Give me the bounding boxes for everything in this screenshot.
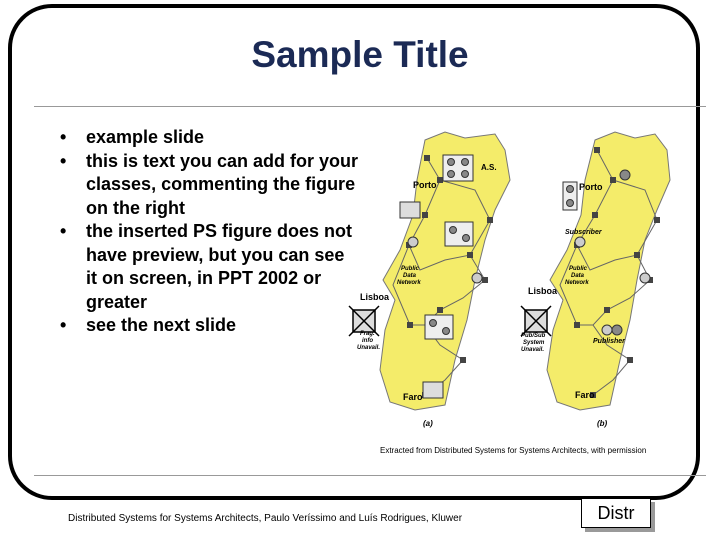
label-as: A.S. [481, 163, 497, 172]
bullet-text: see the next slide [86, 315, 237, 335]
figure-caption: Extracted from Distributed Systems for Systems Architects, with permission [380, 446, 647, 455]
bullet-text: this is text you can add for your classes, commenting the figure on the right [86, 150, 359, 218]
unavailable-marker-b [521, 306, 551, 336]
label-pdn-a: Public Data Network [397, 266, 421, 286]
portugal-network-figure [345, 120, 695, 440]
label-porto-a: Porto [413, 180, 437, 190]
label-porto-b: Porto [579, 182, 603, 192]
label-lisboa-a: Lisboa [360, 292, 390, 302]
bullet-dot: • [60, 315, 67, 335]
bullet-item [60, 150, 360, 221]
label-pubsub: Pub/Sub System Unavail. [521, 333, 546, 353]
label-frag-info: Frag. info Unavail. [357, 331, 381, 351]
bullet-list [60, 126, 360, 338]
label-lisboa-b: Lisboa [528, 286, 558, 296]
bullet-dot: • [60, 150, 67, 171]
slide-title: Sample Title [251, 34, 469, 75]
bullet-text: the inserted PS figure does not have preview, but you can see it on screen, in PPT 2002 or greater [86, 221, 353, 312]
distr-button[interactable]: Distr [581, 498, 651, 528]
bullet-text: example slide [86, 127, 205, 147]
label-pdn-b: Public Data Network [565, 266, 589, 286]
label-subscriber: Subscriber [565, 229, 602, 236]
bullet-item [60, 126, 360, 150]
label-publisher: Publisher [593, 338, 625, 345]
label-panel-a: (a) [423, 419, 433, 428]
label-faro-a: Faro [403, 392, 423, 402]
bullet-dot: • [60, 221, 67, 241]
bullet-dot: • [60, 127, 67, 147]
label-panel-b: (b) [597, 419, 608, 428]
footer-citation: Distributed Systems for Systems Architects, Paulo Veríssimo and Luís Rodrigues, Kluwer [68, 513, 463, 524]
bullet-item [60, 314, 360, 338]
label-faro-b: Faro [575, 390, 595, 400]
bullet-item [60, 220, 360, 314]
